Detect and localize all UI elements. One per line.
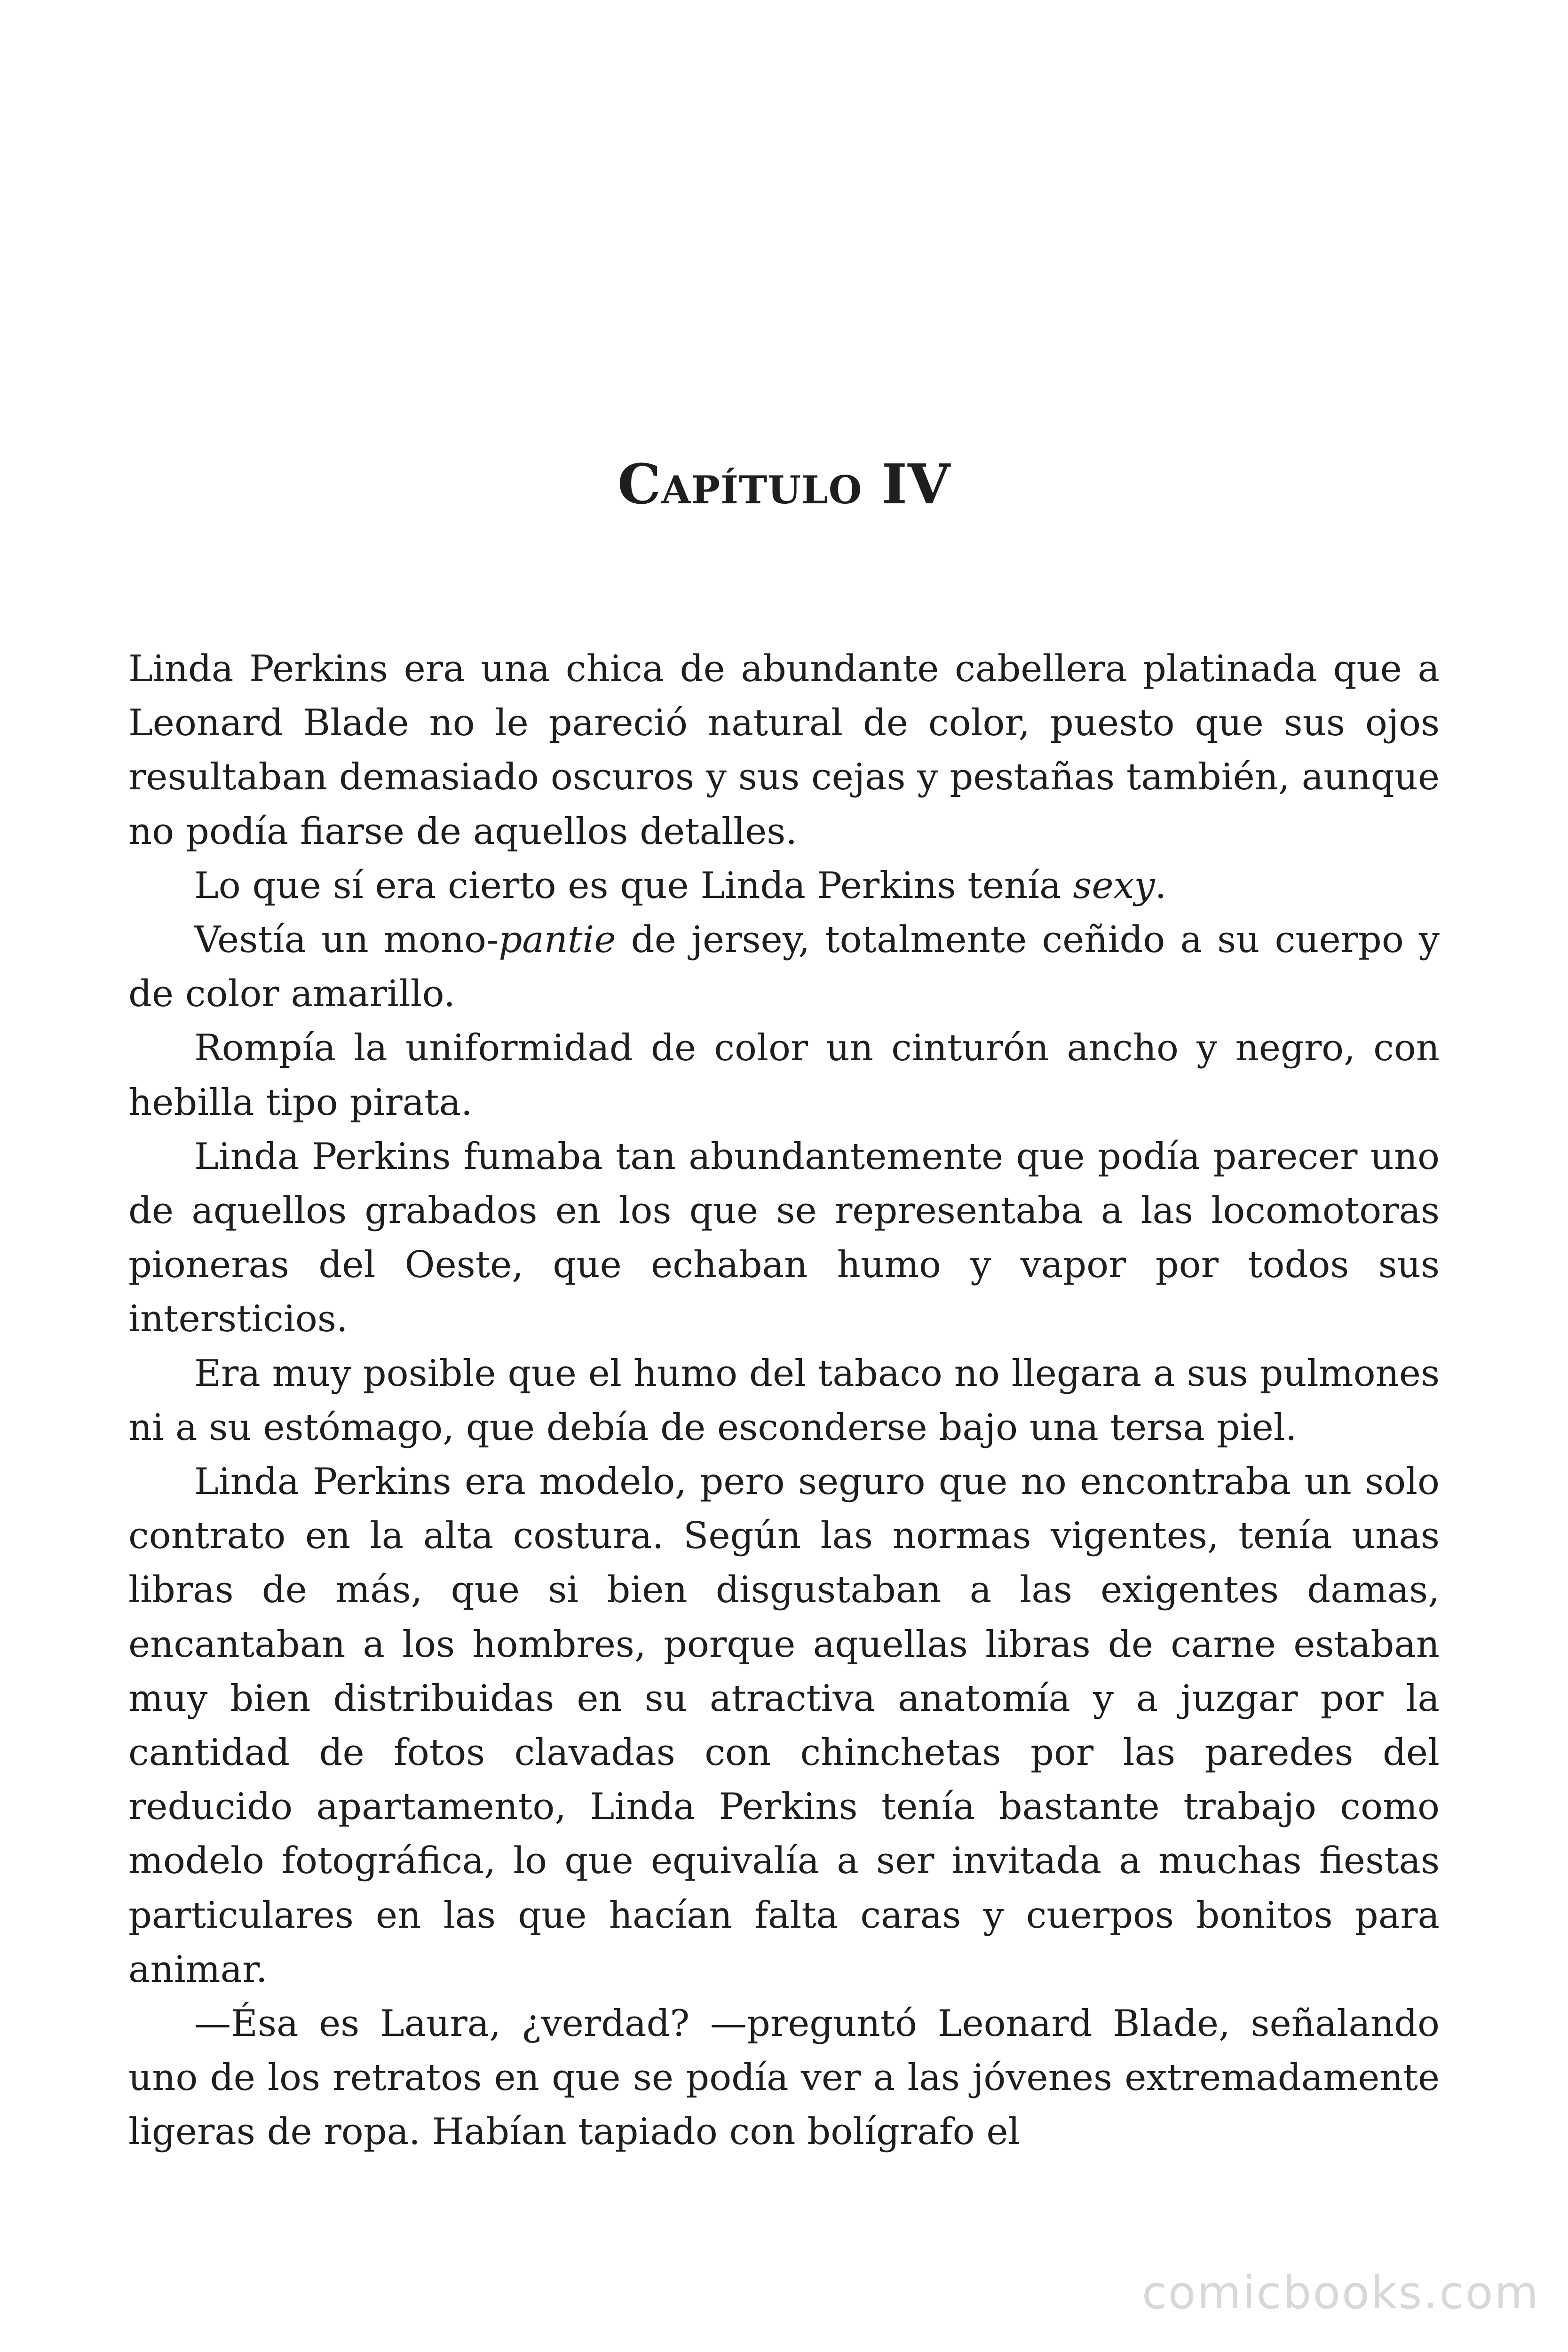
paragraph-5: Linda Perkins fumaba tan abundantemente que podía parecer uno de aquellos grabados en los que se representaba a las locomotoras pioneras del Oeste, que echaban humo y vapor por todos sus intersticios. (128, 1135, 1440, 1341)
watermark-text: comicbooks.com (1141, 2266, 1540, 2319)
paragraph-2-text: Lo que sí era cierto es que Linda Perkins tenía sexy. (194, 864, 1167, 907)
paragraph-7: Linda Perkins era modelo, pero seguro que no encontraba un solo contrato en la alta costura. Según las normas vigentes, tenía unas libras de más, que si bien disgustaban a las exigentes damas, encantaban a los hombres, porque aquellas libras de carne estaban muy bien distribuidas en su atractiva anatomía y a juzgar por la cantidad de fotos clavadas con chinchetas por las paredes del reducido apartamento, Linda Perkins tenía bastante trabajo como modelo fotográfica, lo que equivalía a ser invitada a muchas fiestas particulares en las que hacían falta caras y cuerpos bonitos para animar. (128, 1461, 1440, 1991)
paragraph-6: Era muy posible que el humo del tabaco no llegara a sus pulmones ni a su estómago, que debía de esconderse bajo una tersa piel. (128, 1352, 1440, 1449)
paragraph-3-text: Vestía un mono-pantie de jersey, totalmente ceñido a su cuerpo y de color amarillo. (128, 919, 1440, 1016)
chapter-body (128, 642, 1440, 2160)
paragraph-3 (128, 913, 1440, 1021)
italic-word: sexy (1073, 864, 1155, 907)
paragraph-4: Rompía la uniformidad de color un cinturón ancho y negro, con hebilla tipo pirata. (128, 1027, 1440, 1124)
chapter-title: Capítulo IV (617, 453, 951, 516)
italic-word: pantie (499, 919, 616, 961)
paragraph-1: Linda Perkins era una chica de abundante cabellera platinada que a Leonard Blade no le pareció natural de color, puesto que sus ojos resultaban demasiado oscuros y sus cejas y pestañas también, aunque no podía fiarse de aquellos detalles. (128, 648, 1440, 853)
paragraph-8: —Ésa es Laura, ¿verdad? —preguntó Leonard Blade, señalando uno de los retratos en que se podía ver a las jóvenes extremadamente ligeras de ropa. Habían tapiado con bolígrafo el (128, 2002, 1440, 2153)
paragraph-2 (128, 859, 1440, 913)
